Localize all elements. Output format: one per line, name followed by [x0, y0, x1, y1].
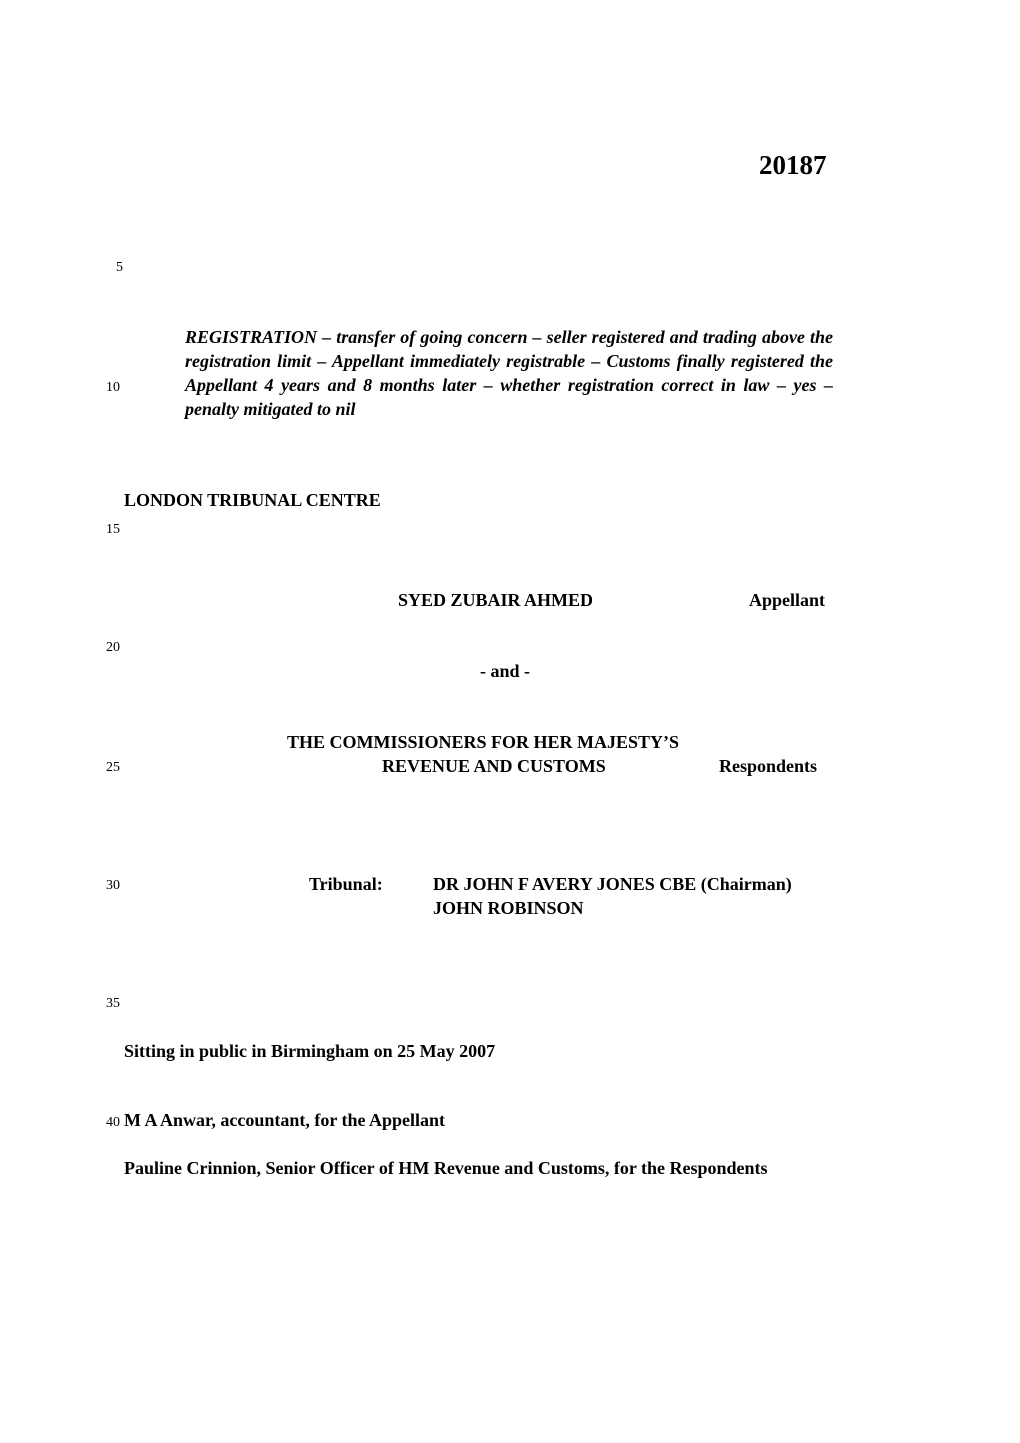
line-number-10: 10 [106, 380, 120, 395]
respondent-name-line2: REVENUE AND CUSTOMS [382, 756, 606, 776]
appellant-representation: M A Anwar, accountant, for the Appellant [124, 1110, 446, 1130]
appellant-name: SYED ZUBAIR AHMED [398, 590, 594, 610]
sitting-statement: Sitting in public in Birmingham on 25 May 2007 [124, 1041, 496, 1061]
tribunal-venue: LONDON TRIBUNAL CENTRE [124, 490, 381, 510]
line-number-5: 5 [116, 260, 123, 275]
line-number-35: 35 [106, 996, 120, 1011]
respondent-role: Respondents [719, 756, 818, 776]
tribunal-label: Tribunal: [309, 874, 383, 894]
tribunal-member-chairman: DR JOHN F AVERY JONES CBE (Chairman) [433, 874, 792, 894]
line-number-15: 15 [106, 522, 120, 537]
headnote: REGISTRATION – transfer of going concern – seller registered and trading above the registration limit – Appellant immediately registrable – Customs finally registered the Appellant 4 years and 8 months later – whether registration correct in law – yes – penalty mitigated to nil [185, 327, 833, 419]
line-number-30: 30 [106, 878, 120, 893]
appellant-role: Appellant [749, 590, 826, 610]
line-number-40: 40 [106, 1115, 120, 1130]
respondent-representation: Pauline Crinnion, Senior Officer of HM Revenue and Customs, for the Respondents [124, 1158, 768, 1178]
respondent-name-line1: THE COMMISSIONERS FOR HER MAJESTY’S [287, 732, 680, 752]
tribunal-member: JOHN ROBINSON [433, 898, 584, 918]
and-separator: - and - [480, 661, 531, 681]
line-number-20: 20 [106, 640, 120, 655]
case-number: 20187 [759, 150, 827, 180]
line-number-25: 25 [106, 760, 120, 775]
